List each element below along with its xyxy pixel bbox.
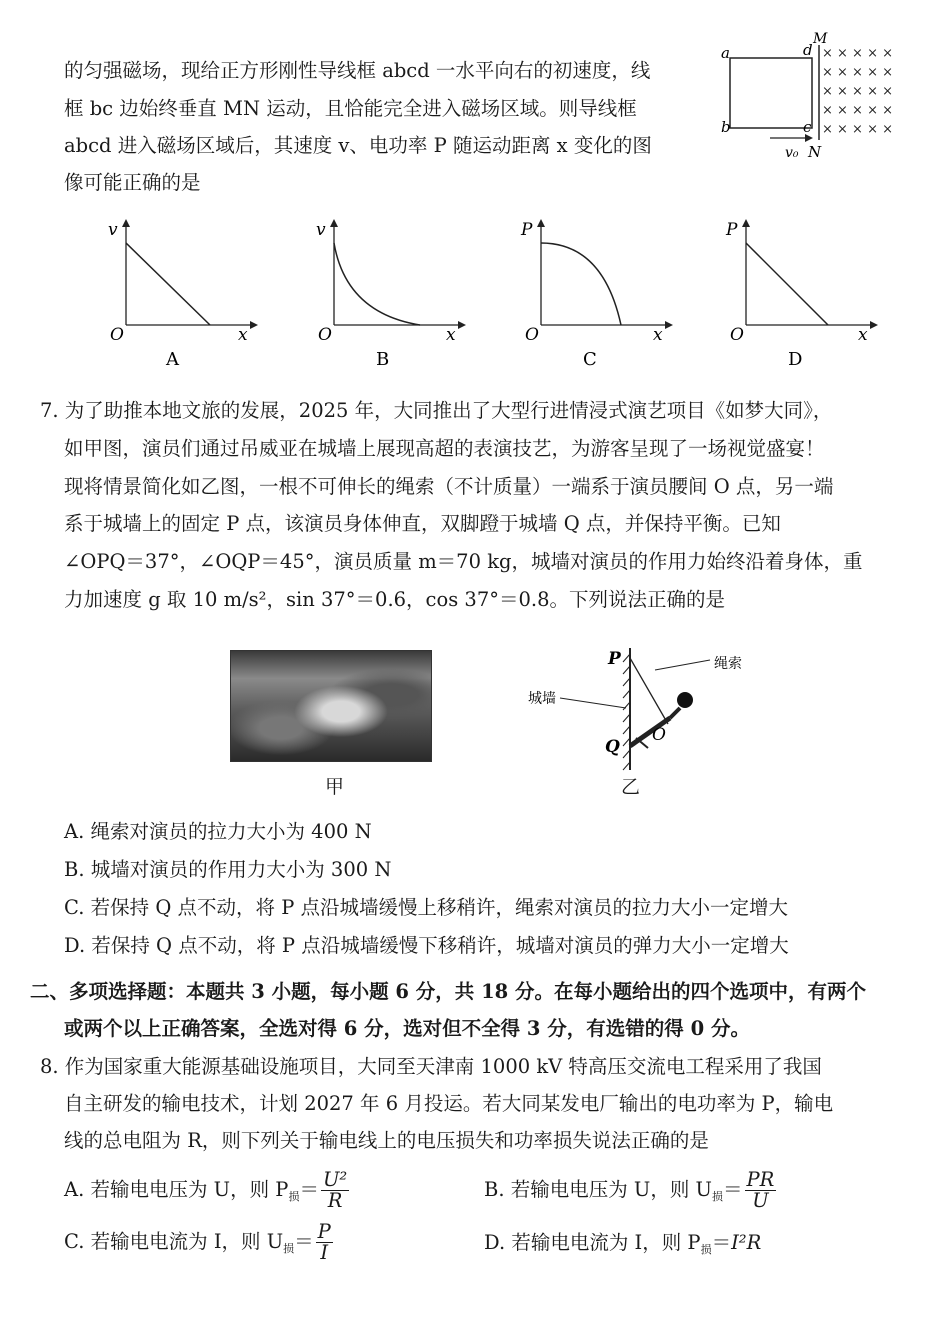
svg-text:P: P [608,649,621,669]
q8-option-A[interactable]: A. 若输电电压为 U，则 $P_损=$ $\frac{\text{U²}}{R}$ [64,1168,348,1212]
svg-text:x: x [238,325,248,345]
section2-heading-line2: 或两个以上正确答案，全选对得 6 分，选对但不全得 3 分，有选错的得 0 分。 [64,1017,750,1040]
q7-line-4: 系于城墙上的固定 P 点，该演员身体伸直，双脚蹬于城墙 Q 点，并保持平衡。已知 [64,512,781,535]
label-N: N [808,143,822,161]
svg-text:P: P [521,220,533,240]
svg-text:× × × × ×: × × × × × [822,103,893,118]
label-M: M [813,31,828,47]
svg-text:x: x [653,325,663,345]
q7-option-D[interactable]: D. 若保持 Q 点不动，将 P 点沿城墙缓慢下移稍许，城墙对演员的弹力大小一定增大 [64,934,789,957]
q6-line-3: abcd 进入磁场区域后，其速度 v、电功率 P 随运动距离 x 变化的图 [64,134,652,157]
q6-line-1: 的匀强磁场，现给正方形刚性导线框 abcd 一水平向右的初速度，线 [64,59,651,82]
q6-line-4: 像可能正确的是 [64,171,201,194]
svg-text:O: O [525,325,539,345]
q6-field-figure [715,31,915,165]
svg-text:x: x [858,325,868,345]
svg-text:O: O [730,325,744,345]
svg-text:× × × × ×: × × × × × [822,46,893,61]
q8-option-B[interactable]: B. 若输电电压为 U，则 $U_损=$ $\frac{PR}{U}$ [484,1168,775,1212]
q7-line-6: 力加速度 g 取 10 m/s²，sin 37°＝0.6，cos 37°＝0.8。下列说法正确的是 [64,588,725,611]
svg-text:P: P [726,220,738,240]
q6-line-2: 框 bc 边始终垂直 MN 运动，且恰能完全进入磁场区域。则导线框 [64,97,637,120]
q7-line-3: 现将情景简化如乙图，一根不可伸长的绳索（不计质量）一端系于演员腰间 O 点，另一端 [64,475,834,498]
svg-text:v: v [316,220,326,240]
graph-label-D: D [788,349,803,370]
q7-line-1: 7. 为了助推本地文旅的发展，2025 年，大同推出了大型行进情浸式演艺项目《如梦大同》， [40,399,833,422]
q7-photo-jia [230,650,432,762]
svg-text:O: O [110,325,124,345]
q7-option-C[interactable]: C. 若保持 Q 点不动，将 P 点沿城墙缓慢上移稍许，绳索对演员的拉力大小一定增大 [64,896,789,919]
q6-graph-A[interactable] [100,215,260,375]
label-v0: v₀ [785,145,799,161]
q7-caption-yi: 乙 [621,776,641,798]
q8-line-3: 线的总电阻为 R，则下列关于输电线上的电压损失和功率损失说法正确的是 [64,1129,709,1152]
q7-caption-jia: 甲 [325,776,345,798]
q7-line-5: ∠OPQ＝37°，∠OQP＝45°，演员质量 m＝70 kg，城墙对演员的作用力始终沿着身体，重 [64,550,863,573]
svg-text:城墙: 城墙 [528,691,556,707]
q8-option-D[interactable]: D. 若输电电流为 I，则 $P_损=I^2R$ [484,1231,762,1256]
q7-option-B[interactable]: B. 城墙对演员的作用力大小为 300 N [64,858,392,881]
label-d: d [803,41,813,59]
svg-text:x: x [446,325,456,345]
q8-line-2: 自主研发的输电技术，计划 2027 年 6 月投运。若大同某发电厂输出的电功率为 P，输电 [64,1092,834,1115]
svg-text:× × × × ×: × × × × × [822,84,893,99]
graph-label-C: C [583,349,597,370]
svg-text:Q: Q [605,737,620,757]
svg-text:O: O [318,325,332,345]
graph-label-A: A [166,349,179,370]
graph-label-B: B [376,349,390,370]
q7-diagram-yi [520,640,780,800]
svg-text:O: O [652,725,666,745]
q6-graph-B[interactable] [308,215,468,375]
q7-option-A[interactable]: A. 绳索对演员的拉力大小为 400 N [64,820,372,843]
label-c: c [803,118,812,136]
svg-text:× × × × ×: × × × × × [822,65,893,80]
section2-heading-line1: 二、多项选择题：本题共 3 小题，每小题 6 分，共 18 分。在每小题给出的四个选项中，有两个 [30,980,867,1003]
q8-option-C[interactable]: C. 若输电电流为 I，则 $U_损=$ $\frac{P}{I}$ [64,1220,331,1264]
svg-text:绳索: 绳索 [714,656,742,672]
svg-text:v: v [108,220,118,240]
q6-graph-C[interactable] [515,215,675,375]
label-a: a [721,44,730,62]
label-b: b [721,118,731,136]
q8-line-1: 8. 作为国家重大能源基础设施项目，大同至天津南 1000 kV 特高压交流电工程采用了我国 [40,1055,822,1078]
q7-line-2: 如甲图，演员们通过吊威亚在城墙上展现高超的表演技艺，为游客呈现了一场视觉盛宴！ [64,437,825,460]
svg-text:× × × × ×: × × × × × [822,122,893,137]
q6-graph-D[interactable] [720,215,880,375]
